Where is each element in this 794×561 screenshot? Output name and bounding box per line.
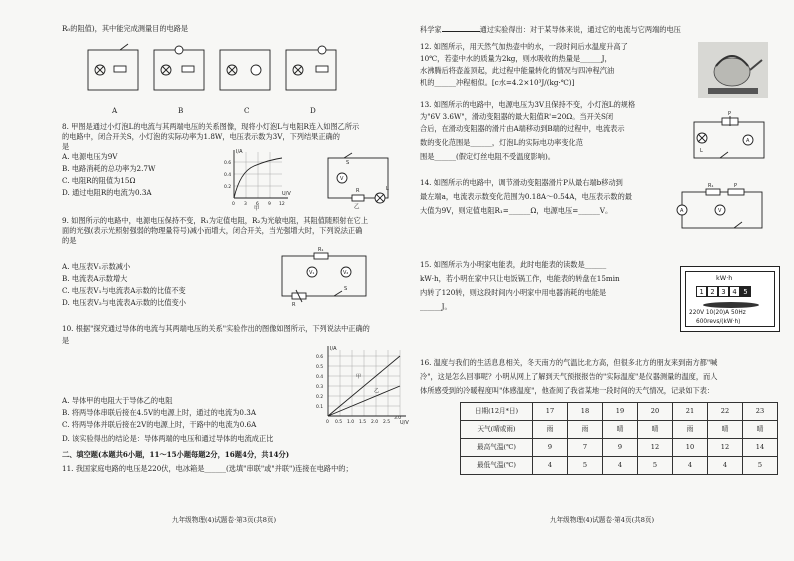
q9-circuit <box>278 246 378 306</box>
q8-option-d[interactable]: D. 通过电阻R的电流为0.3A <box>62 188 152 197</box>
q11-blank[interactable] <box>442 24 480 32</box>
q7-option-b[interactable]: B <box>178 106 184 115</box>
q10-graph-ytick: 0.4 <box>316 375 324 380</box>
svg-text:V: V <box>718 208 722 214</box>
q9-line-2: 面的光强(表示光照射强弱的物理量符号)减小而增大，闭合开关，当光强增大时，下列说法正确 <box>62 226 363 235</box>
meter-digit-decimal: 5 <box>740 286 751 297</box>
q12-line-1: 12. 如图所示，用天然气加热壶中的水，一段时间后水温度升高了 <box>420 42 628 51</box>
q8-graph-ytick: 0.4 <box>224 173 232 178</box>
meter-digit: 4 <box>729 286 740 297</box>
q14-line-1: 14. 如图所示的电路中，调节滑动变阻器滑片P从最右端b移动到 <box>420 178 623 187</box>
q8-line-3: 是 <box>62 142 70 151</box>
svg-text:V₁: V₁ <box>309 270 315 276</box>
q8-graph-ytick: 0.6 <box>224 161 232 166</box>
meter-unit: kW·h <box>716 274 733 282</box>
q16-line-3: 体所感受到的冷暖程度叫"体感温度"，他查阅了我省某地一段时间的天气情况，记录如下表： <box>420 386 715 395</box>
q10-option-d[interactable]: D. 该实验得出的结论是：导体两端的电压和通过导体的电流成正比 <box>62 434 274 443</box>
q10-line-label-jia: 甲 <box>356 374 362 380</box>
q8-graph-ytick: 0.2 <box>224 185 232 190</box>
meter-digit: 2 <box>707 286 718 297</box>
q11-text: 11. 我国家庭电路的电压是220伏，电冰箱是______(选填"串联"或"并联")连接在电路中的； <box>62 464 353 473</box>
q9-option-a[interactable]: A. 电压表V₁示数减小 <box>62 262 131 271</box>
table-header-cell: 17 <box>533 403 568 421</box>
q10-line-label-yi: 乙 <box>374 388 380 394</box>
table-row <box>461 421 778 439</box>
q14-line-2: 最左端a，电流表示数变化范围为0.18A～0.54A，电压表示数的最 <box>420 192 632 201</box>
table-cell: 最高气温(℃) <box>461 439 533 457</box>
section-2-heading: 二、填空题(本题共6小题，11～15小题每题2分，16题4分，共14分) <box>62 450 290 459</box>
svg-text:V₂: V₂ <box>343 270 349 276</box>
q11-continuation: 科学家 通过实验得出：对于某导体来说，通过它的电流与它两端的电压 <box>420 25 681 34</box>
q8-circuit <box>324 152 404 208</box>
q8-option-c[interactable]: C. 电阻R的阻值为15Ω <box>62 176 136 185</box>
q8-graph-xtick: 6 <box>256 202 259 207</box>
q8-graph-xtick: 3 <box>244 202 247 207</box>
table-header-cell: 18 <box>568 403 603 421</box>
meter-spec-2: 600revs/(kW·h) <box>696 319 741 325</box>
table-header-cell: 21 <box>673 403 708 421</box>
table-cell: 天气(晴或雨) <box>461 421 533 439</box>
q10-option-c[interactable]: C. 将两导体并联后接在2V的电源上时，干路中的电流为0.6A <box>62 420 257 429</box>
q8-graph-xlabel: U/V <box>282 191 291 197</box>
q10-graph-ytick: 0.3 <box>316 385 324 390</box>
svg-text:P: P <box>728 111 732 117</box>
q10-graph-xtick: 1.0 <box>347 420 355 425</box>
svg-text:P: P <box>734 183 738 189</box>
q8-graph-xtick: 12 <box>279 202 285 207</box>
svg-text:A: A <box>746 138 750 144</box>
q16-line-1: 16. 温度与我们的生活息息相关，冬天南方的气温比北方高，但很多北方的朋友来到南方都"喊 <box>420 358 718 367</box>
svg-text:S: S <box>346 160 350 166</box>
q12-line-3: 水沸腾后将壶盖顶起，此过程中能量转化的情况与四冲程汽油 <box>420 66 615 75</box>
q12-line-4: 机的______冲程相似。[c水=4.2×10³J/(kg·℃)] <box>420 78 575 87</box>
table-header-cell: 日期(12月*日) <box>461 403 533 421</box>
q13-circuit <box>690 111 770 164</box>
q8-line-2: 的电路中，闭合开关S，小灯泡的实际功率为1.8W，电压表示数为3V，下列结果正确的 <box>62 132 340 141</box>
meter-face <box>685 271 775 327</box>
table-cell: 7 <box>568 439 603 457</box>
meter-digits <box>696 286 751 297</box>
q7-circuits <box>86 40 346 110</box>
page-3-footer: 九年级物理(4)试题卷·第3页(共8页) <box>172 516 277 524</box>
page-3 <box>62 6 422 526</box>
page-4 <box>420 6 780 526</box>
svg-text:R: R <box>292 302 296 308</box>
q7-option-a[interactable]: A <box>112 106 118 115</box>
q10-line-1: 10. 根据"探究通过导体的电流与其两端电压的关系"实验作出的图像如图所示，下列说法中正确的 <box>62 324 370 333</box>
q9-option-d[interactable]: D. 电压表V₂与电流表A示数的比值变小 <box>62 298 186 307</box>
q10-graph-ytick: 0.5 <box>316 365 324 370</box>
svg-text:A: A <box>680 208 684 214</box>
q16-line-2: 冷"，这是怎么回事呢？小明从网上了解到天气预报报告的"实际温度"是仪器测量的温度，而人 <box>420 372 718 381</box>
table-cell: 12 <box>638 439 673 457</box>
q9-option-c[interactable]: C. 电压表V₁与电流表A示数的比值不变 <box>62 286 186 295</box>
kettle-on-stove-image <box>698 42 768 98</box>
q10-graph-ytick: 0.6 <box>316 355 324 360</box>
svg-text:L: L <box>386 186 389 192</box>
q9-line-3: 的是 <box>62 236 77 245</box>
weather-table <box>460 402 778 475</box>
table-cell: 晴 <box>603 421 638 439</box>
table-header-row <box>461 403 778 421</box>
q10-graph-xtick: 0.5 <box>335 420 343 425</box>
q8-option-b[interactable]: B. 电路消耗的总功率为2.7W <box>62 164 156 173</box>
q14-circuit <box>678 180 768 238</box>
table-cell: 4 <box>603 457 638 475</box>
q8-iu-graph <box>224 148 294 210</box>
q13-line-2: 为"6V 3.6W"，滑动变阻器的最大阻值R'=20Ω。当开关S闭 <box>420 112 614 121</box>
table-cell: 雨 <box>673 421 708 439</box>
meter-disc-icon <box>700 301 762 309</box>
svg-text:R₁: R₁ <box>708 183 714 189</box>
table-cell: 晴 <box>638 421 673 439</box>
table-cell: 4 <box>708 457 743 475</box>
table-cell: 12 <box>708 439 743 457</box>
svg-text:L: L <box>700 148 703 154</box>
q8-figure-label-1: 甲 <box>254 206 260 212</box>
meter-spec-1: 220V 10(20)A 50Hz <box>689 310 746 316</box>
q13-line-5: 围是______(假定灯丝电阻不受温度影响)。 <box>420 152 555 161</box>
table-row <box>461 457 778 475</box>
table-cell: 4 <box>533 457 568 475</box>
table-cell: 晴 <box>708 421 743 439</box>
q10-graph-xtick: 1.5 <box>359 420 367 425</box>
q10-graph-ytick: 0.1 <box>316 405 324 410</box>
table-cell: 5 <box>743 457 778 475</box>
svg-text:S: S <box>344 286 348 292</box>
q15-line-3: 内转了120转，则这段时间内小明家中用电器消耗的电能是 <box>420 288 607 297</box>
q15-line-2: kW·h，若小明在家中只让电饭锅工作，电能表的转盘在15min <box>420 274 620 283</box>
q10-option-a[interactable]: A. 导体甲的电阻大于导体乙的电阻 <box>62 396 173 405</box>
q10-graph-xtick: 0 <box>326 420 329 425</box>
table-cell: 雨 <box>533 421 568 439</box>
q7-option-c[interactable]: C <box>244 106 250 115</box>
q8-figure-label-2: 乙 <box>354 204 360 210</box>
page-4-footer: 九年级物理(4)试题卷·第4页(共8页) <box>550 516 655 524</box>
table-header-cell: 20 <box>638 403 673 421</box>
q10-graph-ylabel: I/A <box>330 346 337 352</box>
table-cell: 9 <box>533 439 568 457</box>
q10-line-2: 是 <box>62 336 70 345</box>
table-header-cell: 23 <box>743 403 778 421</box>
q10-graph-xtick: 2.5 <box>383 420 391 425</box>
table-header-cell: 22 <box>708 403 743 421</box>
q10-graph-xtick: 2.0 <box>371 420 379 425</box>
q9-line-1: 9. 如图所示的电路中，电源电压保持不变，R₁为定值电阻，R₂为光敏电阻，其阻值随照射在它上 <box>62 216 369 225</box>
q10-graph-ytick: 0.2 <box>316 395 324 400</box>
q15-line-4: ______J。 <box>420 302 452 311</box>
q9-option-b[interactable]: B. 电流表A示数增大 <box>62 274 128 283</box>
table-cell: 9 <box>603 439 638 457</box>
meter-digit: 3 <box>718 286 729 297</box>
q13-line-4: 数的变化范围是______，灯泡L的实际电功率变化范 <box>420 138 583 147</box>
meter-digit: 1 <box>696 286 707 297</box>
table-cell: 最低气温(℃) <box>461 457 533 475</box>
q10-option-b[interactable]: B. 将两导体串联后接在4.5V的电源上时，通过的电流为0.3A <box>62 408 257 417</box>
q12-line-2: 10℃，若壶中水的质量为2kg，则水吸收的热量是______J， <box>420 54 612 63</box>
table-cell: 14 <box>743 439 778 457</box>
table-cell: 晴 <box>743 421 778 439</box>
table-row <box>461 439 778 457</box>
q13-line-3: 合后，在滑动变阻器的滑片由A端移动到B端的过程中，电流表示 <box>420 124 625 133</box>
q8-graph-ylabel: I/A <box>236 149 243 155</box>
q13-line-1: 13. 如图所示的电路中，电源电压为3V且保持不变，小灯泡L的规格 <box>420 100 636 109</box>
electricity-meter <box>680 266 780 332</box>
table-cell: 4 <box>673 457 708 475</box>
q15-line-1: 15. 如图所示为小明家电能表，此时电能表的读数是______ <box>420 260 607 269</box>
svg-text:R₁: R₁ <box>318 247 324 253</box>
table-cell: 5 <box>638 457 673 475</box>
q8-line-1: 8. 甲图是通过小灯泡L的电流与其两端电压的关系图像，现将小灯泡L与电阻R连入如图乙所示 <box>62 122 360 131</box>
table-cell: 10 <box>673 439 708 457</box>
table-header-cell: 19 <box>603 403 638 421</box>
q8-option-a[interactable]: A. 电源电压为9V <box>62 152 118 161</box>
q8-graph-xtick: 9 <box>268 202 271 207</box>
q10-graph-xtick: 3.0 <box>394 416 402 421</box>
q8-graph-xtick: 0 <box>232 202 235 207</box>
q7-option-d[interactable]: D <box>310 106 316 115</box>
svg-text:V: V <box>340 176 344 182</box>
svg-text:R: R <box>356 188 360 194</box>
table-cell: 雨 <box>568 421 603 439</box>
table-cell: 5 <box>568 457 603 475</box>
q10-iu-graph <box>312 346 412 424</box>
q10-graph-xlabel: U/V <box>400 420 409 426</box>
q7-tail: R₀的阻值)，其中能完成测量目的电路是 <box>62 24 189 33</box>
q14-line-3: 大值为9V，则定值电阻R₁=______Ω，电源电压=______V。 <box>420 206 613 215</box>
